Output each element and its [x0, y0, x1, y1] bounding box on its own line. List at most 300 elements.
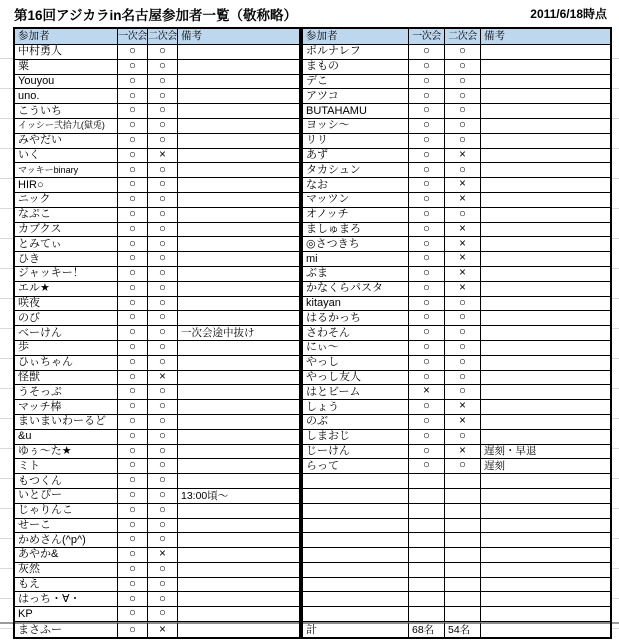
- participant-name-cell: ヨッシ～: [303, 119, 409, 134]
- note-cell: [481, 548, 610, 563]
- first-party-mark-cell: ○: [118, 341, 148, 356]
- participant-name-cell: いとぴー: [15, 489, 118, 504]
- first-party-mark-cell: ○: [409, 119, 445, 134]
- second-party-mark-cell: ○: [148, 119, 178, 134]
- participant-row: [303, 119, 610, 134]
- participant-name-cell: HIR○: [15, 178, 118, 193]
- note-cell: [481, 237, 610, 252]
- participant-row: [15, 297, 299, 312]
- second-party-mark-cell: ○: [445, 60, 481, 75]
- second-party-mark-cell: [445, 578, 481, 593]
- note-cell: [178, 89, 299, 104]
- note-cell: [178, 474, 299, 489]
- participant-name-cell: kitayan: [303, 297, 409, 312]
- first-party-mark-cell: ○: [118, 267, 148, 282]
- note-cell: [481, 223, 610, 238]
- first-party-mark-cell: ○: [118, 430, 148, 445]
- participant-row: [15, 208, 299, 223]
- participant-name-cell: まいまいわーるど: [15, 415, 118, 430]
- second-party-mark-cell: [445, 563, 481, 578]
- second-party-mark-cell: ○: [148, 489, 178, 504]
- participant-name-cell: あず: [303, 149, 409, 164]
- note-cell: [481, 415, 610, 430]
- participant-name-cell: いく: [15, 149, 118, 164]
- note-cell: [178, 75, 299, 90]
- participant-row: [15, 385, 299, 400]
- first-party-mark-cell: ○: [409, 400, 445, 415]
- participant-row: [15, 504, 299, 519]
- participant-name-cell: カブクス: [15, 223, 118, 238]
- participant-name-cell: 粟: [15, 60, 118, 75]
- page-title: 第16回アジカラin名古屋参加者一覧（敬称略）: [14, 8, 297, 23]
- participant-name-cell: 中村勇人: [15, 45, 118, 60]
- second-party-mark-cell: ○: [148, 415, 178, 430]
- note-cell: [481, 489, 610, 504]
- participant-row: [15, 252, 299, 267]
- participant-row: [15, 563, 299, 578]
- participant-name-cell: のび: [15, 311, 118, 326]
- second-party-mark-cell: ○: [148, 385, 178, 400]
- participant-row: [303, 75, 610, 90]
- participant-name-cell: ジャッキー！: [15, 267, 118, 282]
- first-party-mark-cell: ○: [118, 104, 148, 119]
- note-cell: [481, 430, 610, 445]
- first-party-mark-cell: ○: [118, 75, 148, 90]
- first-party-mark-cell: ○: [409, 252, 445, 267]
- column-header-first-party: 一次会: [409, 29, 445, 45]
- second-party-mark-cell: ○: [148, 134, 178, 149]
- participant-row: [15, 607, 299, 622]
- participant-name-cell: なお: [303, 178, 409, 193]
- first-party-mark-cell: [409, 548, 445, 563]
- note-cell: [481, 607, 610, 622]
- participant-name-cell: やっし: [303, 356, 409, 371]
- participant-row: [303, 459, 610, 474]
- participant-row: [303, 252, 610, 267]
- second-party-mark-cell: ○: [445, 89, 481, 104]
- note-cell: [178, 430, 299, 445]
- participant-name-cell: かなくらパスタ: [303, 282, 409, 297]
- first-party-mark-cell: ○: [118, 563, 148, 578]
- participant-name-cell: [303, 563, 409, 578]
- first-party-mark-cell: ○: [409, 371, 445, 386]
- note-cell: [481, 356, 610, 371]
- second-party-mark-cell: ○: [148, 75, 178, 90]
- first-party-mark-cell: ○: [118, 356, 148, 371]
- note-cell: [178, 622, 299, 637]
- second-party-mark-cell: ○: [148, 237, 178, 252]
- second-party-mark-cell: ○: [148, 607, 178, 622]
- participant-row: [303, 89, 610, 104]
- first-party-mark-cell: ○: [118, 119, 148, 134]
- participant-row: [303, 45, 610, 60]
- second-party-mark-cell: [445, 474, 481, 489]
- second-party-mark-cell: ×: [445, 149, 481, 164]
- participant-row: [15, 430, 299, 445]
- participant-name-cell: [303, 519, 409, 534]
- participant-row: [303, 548, 610, 563]
- participant-name-cell: KP: [15, 607, 118, 622]
- first-party-mark-cell: ○: [118, 297, 148, 312]
- second-party-mark-cell: ○: [148, 208, 178, 223]
- note-cell: [481, 163, 610, 178]
- participant-row: [303, 267, 610, 282]
- note-cell: [178, 548, 299, 563]
- second-party-mark-cell: ×: [445, 267, 481, 282]
- participant-row: [303, 104, 610, 119]
- second-party-mark-cell: ○: [148, 193, 178, 208]
- participant-row: [303, 341, 610, 356]
- participant-row: [15, 622, 299, 637]
- participant-name-cell: まさふー: [15, 622, 118, 637]
- participant-row: [15, 371, 299, 386]
- note-cell: [178, 341, 299, 356]
- participant-row: [15, 415, 299, 430]
- first-party-mark-cell: [409, 533, 445, 548]
- attendance-table-right: [301, 27, 612, 639]
- note-cell: [178, 415, 299, 430]
- second-party-mark-cell: ○: [148, 163, 178, 178]
- first-party-mark-cell: [409, 578, 445, 593]
- first-party-mark-cell: ○: [118, 607, 148, 622]
- first-party-mark-cell: ○: [409, 356, 445, 371]
- note-cell: [481, 400, 610, 415]
- first-party-mark-cell: ○: [118, 178, 148, 193]
- note-cell: 遅刻・早退: [481, 445, 610, 460]
- participant-row: [15, 282, 299, 297]
- participant-name-cell: にぃ～: [303, 341, 409, 356]
- total-second-party-count: 54名: [445, 622, 481, 637]
- participant-row: [15, 267, 299, 282]
- participant-name-cell: はとビーム: [303, 385, 409, 400]
- participant-row: [303, 474, 610, 489]
- note-cell: [178, 371, 299, 386]
- note-cell: [481, 311, 610, 326]
- second-party-mark-cell: ○: [148, 104, 178, 119]
- first-party-mark-cell: ○: [409, 149, 445, 164]
- note-cell: [178, 267, 299, 282]
- participant-name-cell: 歩: [15, 341, 118, 356]
- participant-name-cell: うそっぷ: [15, 385, 118, 400]
- note-cell: [178, 519, 299, 534]
- first-party-mark-cell: ○: [409, 193, 445, 208]
- participant-name-cell: せーこ: [15, 519, 118, 534]
- participant-name-cell: [303, 489, 409, 504]
- note-cell: [178, 504, 299, 519]
- note-cell: [178, 193, 299, 208]
- column-header-notes: 備考: [481, 29, 610, 45]
- participant-row: [15, 237, 299, 252]
- second-party-mark-cell: ○: [445, 208, 481, 223]
- participant-row: [303, 371, 610, 386]
- note-cell: [481, 563, 610, 578]
- first-party-mark-cell: ○: [118, 237, 148, 252]
- first-party-mark-cell: ○: [409, 237, 445, 252]
- participant-row: [303, 415, 610, 430]
- participant-name-cell: マッチ棒: [15, 400, 118, 415]
- first-party-mark-cell: ○: [118, 45, 148, 60]
- attendance-tables: [13, 27, 612, 639]
- header-row: [303, 29, 610, 45]
- participant-row: [303, 237, 610, 252]
- participant-name-cell: じーけん: [303, 445, 409, 460]
- participant-name-cell: ニック: [15, 193, 118, 208]
- participant-row: [15, 592, 299, 607]
- note-cell: [178, 149, 299, 164]
- participant-name-cell: ひき: [15, 252, 118, 267]
- note-cell: [178, 134, 299, 149]
- participant-row: [15, 489, 299, 504]
- second-party-mark-cell: ×: [445, 252, 481, 267]
- participant-row: [303, 223, 610, 238]
- first-party-mark-cell: ○: [118, 89, 148, 104]
- participant-row: [15, 578, 299, 593]
- participant-row: [303, 430, 610, 445]
- first-party-mark-cell: ○: [409, 104, 445, 119]
- participant-row: [15, 134, 299, 149]
- participant-name-cell: ましゅまろ: [303, 223, 409, 238]
- second-party-mark-cell: ○: [148, 504, 178, 519]
- first-party-mark-cell: ○: [118, 163, 148, 178]
- participant-row: [303, 60, 610, 75]
- participant-name-cell: デこ: [303, 75, 409, 90]
- participant-row: [303, 163, 610, 178]
- participant-row: [303, 134, 610, 149]
- first-party-mark-cell: ○: [118, 385, 148, 400]
- note-cell: [481, 45, 610, 60]
- second-party-mark-cell: ○: [445, 134, 481, 149]
- participant-row: [303, 489, 610, 504]
- participant-name-cell: さわそん: [303, 326, 409, 341]
- second-party-mark-cell: ○: [148, 400, 178, 415]
- second-party-mark-cell: ○: [445, 371, 481, 386]
- note-cell: [481, 149, 610, 164]
- second-party-mark-cell: ×: [148, 149, 178, 164]
- first-party-mark-cell: [409, 607, 445, 622]
- first-party-mark-cell: ○: [409, 75, 445, 90]
- note-cell: [178, 592, 299, 607]
- participant-name-cell: はっち・∀・: [15, 592, 118, 607]
- note-cell: [178, 400, 299, 415]
- second-party-mark-cell: ○: [148, 178, 178, 193]
- participant-name-cell: ひぃちゃん: [15, 356, 118, 371]
- note-cell: [481, 385, 610, 400]
- participant-row: [303, 504, 610, 519]
- participant-name-cell: ◎さつきち: [303, 237, 409, 252]
- second-party-mark-cell: ○: [445, 356, 481, 371]
- participant-name-cell: &u: [15, 430, 118, 445]
- participant-name-cell: ぶま: [303, 267, 409, 282]
- note-cell: [481, 578, 610, 593]
- date-note: 2011/6/18時点: [530, 7, 607, 21]
- participant-row: [15, 149, 299, 164]
- participant-row: [15, 356, 299, 371]
- second-party-mark-cell: ○: [148, 533, 178, 548]
- second-party-mark-cell: [445, 504, 481, 519]
- note-cell: [481, 592, 610, 607]
- participant-row: [15, 533, 299, 548]
- second-party-mark-cell: ○: [148, 445, 178, 460]
- first-party-mark-cell: [409, 474, 445, 489]
- participant-name-cell: タカシュン: [303, 163, 409, 178]
- note-cell: 一次会途中抜け: [178, 326, 299, 341]
- note-cell: [178, 533, 299, 548]
- first-party-mark-cell: ○: [118, 489, 148, 504]
- participant-row: [303, 385, 610, 400]
- first-party-mark-cell: ○: [118, 548, 148, 563]
- participant-name-cell: イッシー弐拾九(獄兎): [15, 119, 118, 134]
- column-header-notes: 備考: [178, 29, 299, 45]
- participant-name-cell: かめさん(^p^): [15, 533, 118, 548]
- note-cell: 13:00頃～: [178, 489, 299, 504]
- participant-row: [303, 578, 610, 593]
- participant-name-cell: [303, 592, 409, 607]
- note-cell: [178, 45, 299, 60]
- first-party-mark-cell: ○: [118, 400, 148, 415]
- note-cell: [481, 341, 610, 356]
- second-party-mark-cell: [445, 519, 481, 534]
- participant-name-cell: BUTAHAMU: [303, 104, 409, 119]
- attendance-table-left: [13, 27, 301, 639]
- first-party-mark-cell: ○: [409, 45, 445, 60]
- note-cell: [178, 356, 299, 371]
- participant-row: [303, 326, 610, 341]
- note-cell: [178, 60, 299, 75]
- participant-name-cell: のぶ: [303, 415, 409, 430]
- participant-row: [15, 89, 299, 104]
- participant-name-cell: しょう: [303, 400, 409, 415]
- first-party-mark-cell: [409, 519, 445, 534]
- participant-row: [303, 533, 610, 548]
- first-party-mark-cell: ○: [409, 311, 445, 326]
- note-cell: 遅刻: [481, 459, 610, 474]
- second-party-mark-cell: ○: [445, 119, 481, 134]
- first-party-mark-cell: ○: [118, 592, 148, 607]
- second-party-mark-cell: [445, 489, 481, 504]
- note-cell: [481, 519, 610, 534]
- participant-name-cell: [303, 548, 409, 563]
- first-party-mark-cell: ○: [118, 60, 148, 75]
- first-party-mark-cell: ○: [409, 415, 445, 430]
- second-party-mark-cell: ×: [148, 622, 178, 637]
- first-party-mark-cell: ○: [118, 208, 148, 223]
- first-party-mark-cell: ○: [118, 533, 148, 548]
- second-party-mark-cell: ×: [148, 371, 178, 386]
- note-cell: [178, 607, 299, 622]
- first-party-mark-cell: ○: [118, 149, 148, 164]
- note-cell: [178, 208, 299, 223]
- participant-name-cell: こういち: [15, 104, 118, 119]
- note-cell: [481, 178, 610, 193]
- first-party-mark-cell: ○: [409, 223, 445, 238]
- participant-name-cell: マッツン: [303, 193, 409, 208]
- column-header-first-party: 一次会: [118, 29, 148, 45]
- second-party-mark-cell: ○: [148, 252, 178, 267]
- participant-name-cell: Youyou: [15, 75, 118, 90]
- second-party-mark-cell: ○: [148, 578, 178, 593]
- first-party-mark-cell: ○: [409, 89, 445, 104]
- first-party-mark-cell: ○: [409, 282, 445, 297]
- note-cell: [481, 267, 610, 282]
- second-party-mark-cell: ×: [445, 415, 481, 430]
- participant-row: [15, 400, 299, 415]
- second-party-mark-cell: ○: [148, 60, 178, 75]
- participant-name-cell: mi: [303, 252, 409, 267]
- first-party-mark-cell: ○: [118, 311, 148, 326]
- note-cell: [481, 326, 610, 341]
- participant-row: [15, 548, 299, 563]
- participant-name-cell: [303, 474, 409, 489]
- note-cell: [178, 119, 299, 134]
- note-cell: [481, 252, 610, 267]
- participant-row: [15, 60, 299, 75]
- second-party-mark-cell: ○: [148, 282, 178, 297]
- second-party-mark-cell: ×: [445, 178, 481, 193]
- note-cell: [178, 563, 299, 578]
- second-party-mark-cell: ○: [445, 297, 481, 312]
- second-party-mark-cell: ○: [445, 385, 481, 400]
- participant-row: [303, 149, 610, 164]
- note-cell: [178, 578, 299, 593]
- second-party-mark-cell: ○: [445, 104, 481, 119]
- first-party-mark-cell: ○: [118, 474, 148, 489]
- participant-row: [15, 45, 299, 60]
- note-cell: [481, 75, 610, 90]
- note-cell: [178, 223, 299, 238]
- column-header-second-party: 二次会: [445, 29, 481, 45]
- note-cell: [481, 89, 610, 104]
- first-party-mark-cell: ○: [409, 297, 445, 312]
- participant-row: [15, 178, 299, 193]
- participant-name-cell: らって: [303, 459, 409, 474]
- first-party-mark-cell: [409, 563, 445, 578]
- second-party-mark-cell: ○: [148, 474, 178, 489]
- first-party-mark-cell: [409, 489, 445, 504]
- note-cell: [481, 282, 610, 297]
- second-party-mark-cell: ×: [445, 237, 481, 252]
- first-party-mark-cell: ○: [409, 430, 445, 445]
- participant-row: [15, 163, 299, 178]
- first-party-mark-cell: ○: [118, 459, 148, 474]
- participant-name-cell: とみてぃ: [15, 237, 118, 252]
- participant-row: [15, 223, 299, 238]
- note-cell: [178, 104, 299, 119]
- first-party-mark-cell: ○: [118, 445, 148, 460]
- second-party-mark-cell: ○: [148, 356, 178, 371]
- participant-row: [303, 356, 610, 371]
- second-party-mark-cell: ×: [445, 223, 481, 238]
- participant-row: [15, 119, 299, 134]
- header-row: [15, 29, 299, 45]
- participant-name-cell: オノッチ: [303, 208, 409, 223]
- second-party-mark-cell: ×: [445, 445, 481, 460]
- participant-row: [303, 445, 610, 460]
- second-party-mark-cell: ×: [148, 548, 178, 563]
- participant-row: [15, 104, 299, 119]
- first-party-mark-cell: ○: [118, 193, 148, 208]
- second-party-mark-cell: ○: [445, 341, 481, 356]
- participant-row: [303, 178, 610, 193]
- participant-name-cell: [303, 533, 409, 548]
- second-party-mark-cell: ○: [148, 459, 178, 474]
- participant-name-cell: べーけん: [15, 326, 118, 341]
- participant-name-cell: じゃりんこ: [15, 504, 118, 519]
- participant-name-cell: なぷこ: [15, 208, 118, 223]
- first-party-mark-cell: ○: [118, 371, 148, 386]
- note-cell: [481, 504, 610, 519]
- first-party-mark-cell: ○: [118, 504, 148, 519]
- second-party-mark-cell: ○: [148, 89, 178, 104]
